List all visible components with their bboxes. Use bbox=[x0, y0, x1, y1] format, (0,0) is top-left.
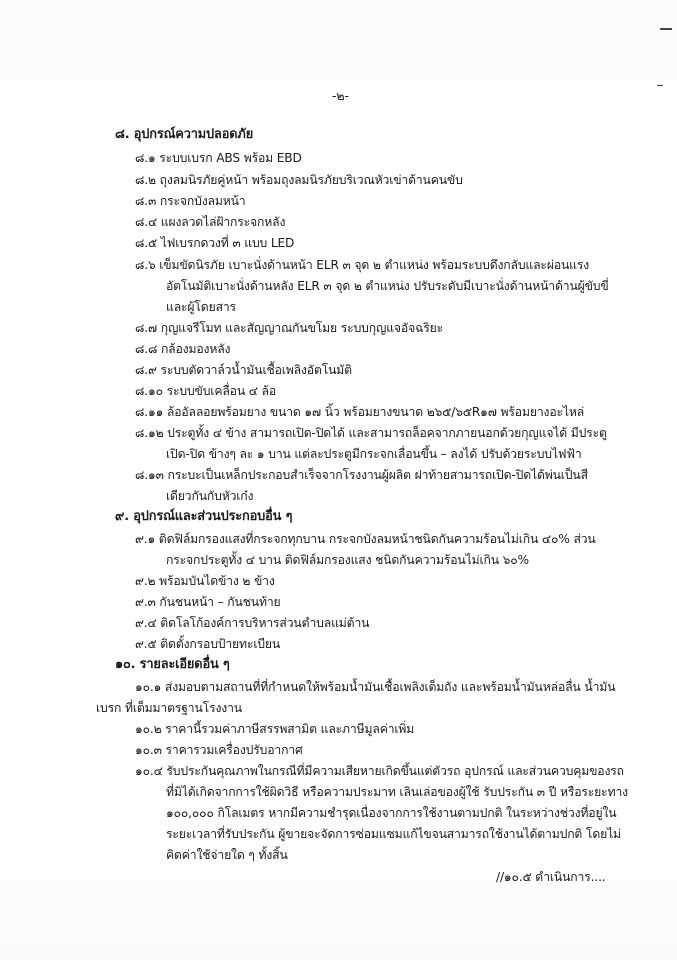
item-10-4-cont-1: ที่มิได้เกิดจากการใช้ผิดวิธี หรือความประมาท เลินเล่อของผู้ใช้ รับประกัน ๓ ปี หรือระยะทาง bbox=[166, 785, 628, 799]
section-9-heading: ๙. อุปกรณ์และส่วนประกอบอื่น ๆ bbox=[115, 509, 293, 524]
item-8-12: ๘.๑๒ ประตูทั้ง ๔ ข้าง สามารถเปิด-ปิดได้ และสามารถล็อคจากภายนอกด้วยกุญแจได้ มีประตู bbox=[135, 426, 607, 440]
item-8-8: ๘.๘ กล้องมองหลัง bbox=[135, 342, 231, 356]
item-10-4-cont-3: ระยะเวลาที่รับประกัน ผู้ขายจะจัดการซ่อมแซมแก้ไขจนสามารถใช้งานได้ตามปกติ โดยไม่ bbox=[166, 827, 621, 841]
item-9-4: ๙.๔ ติดโลโก้องค์การบริหารส่วนตำบลแม่ต้าน bbox=[135, 616, 370, 630]
item-8-7: ๘.๗ กุญแจรีโมท และสัญญาณกันขโมย ระบบกุญแจอัจฉริยะ bbox=[135, 321, 443, 335]
item-8-9: ๘.๙ ระบบตัดวาล์วน้ำมันเชื้อเพลิงอัตโนมัติ bbox=[135, 363, 352, 377]
item-8-6-cont-2: และผู้โดยสาร bbox=[166, 300, 236, 314]
item-8-6-cont-1: อัตโนมัติเบาะนั่งด้านหลัง ELR ๓ จุด ๒ ตำแหน่ง ปรับระดับมีเบาะนั่งด้านหน้าด้านผู้ขับขี่ bbox=[166, 279, 609, 293]
item-8-2: ๘.๒ ถุงลมนิรภัยคู่หน้า พร้อมถุงลมนิรภัยบริเวณหัวเข่าด้านคนขับ bbox=[135, 173, 463, 187]
item-10-1: ๑๐.๑ ส่งมอบตามสถานที่ที่กำหนดให้พร้อมน้ำมันเชื้อเพลิงเต็มถัง และพร้อมน้ำมันหล่อลื่น น้ำมัน bbox=[135, 680, 616, 694]
item-9-1: ๙.๑ ติดฟิล์มกรองแสงที่กระจกทุกบาน กระจกบังลมหน้าชนิดกันความร้อนไม่เกิน ๔๐% ส่วน bbox=[135, 532, 596, 546]
item-9-5: ๙.๕ ติดตั้งกรอบป้ายทะเบียน bbox=[135, 637, 281, 651]
item-10-4-cont-2: ๑๐๐,๐๐๐ กิโลเมตร หากมีความชำรุดเนื่องจากการใช้งานตามปกติ ในระหว่างช่วงที่อยู่ใน bbox=[166, 806, 617, 820]
item-9-3: ๙.๓ กันชนหน้า – กันชนท้าย bbox=[135, 595, 281, 609]
item-8-13-cont: เดียวกันกับหัวเก๋ง bbox=[166, 489, 254, 503]
scan-edge-mark bbox=[657, 85, 663, 86]
item-8-5: ๘.๕ ไฟเบรกดวงที่ ๓ แบบ LED bbox=[135, 236, 295, 250]
page-number: -๒- bbox=[332, 88, 349, 103]
item-10-4: ๑๐.๔ รับประกันคุณภาพในกรณีที่มีความเสียหายเกิดขึ้นแต่ตัวรถ อุปกรณ์ และส่วนควบคุมของรถ bbox=[135, 764, 624, 778]
item-8-11: ๘.๑๑ ล้ออัลลอยพร้อมยาง ขนาด ๑๗ นิ้ว พร้อมยางขนาด ๒๖๕/๖๕R๑๗ พร้อมยางอะไหล่ bbox=[135, 405, 585, 419]
item-10-1-cont: เบรก ที่เต็มมาตรฐานโรงงาน bbox=[96, 701, 242, 715]
item-10-2: ๑๐.๒ ราคานี้รวมค่าภาษีสรรพสามิต และภาษีมูลค่าเพิ่ม bbox=[135, 722, 415, 736]
item-9-1-cont: กระจกประตูทั้ง ๔ บาน ติดฟิล์มกรองแสง ชนิดกันความร้อนไม่เกิน ๖๐% bbox=[166, 553, 529, 567]
scan-edge-mark bbox=[660, 28, 672, 30]
item-8-4: ๘.๔ แผงลวดไล่ฝ้ากระจกหลัง bbox=[135, 215, 286, 229]
item-8-13: ๘.๑๓ กระบะเป็นเหล็กประกอบสำเร็จจากโรงงานผู้ผลิต ฝาท้ายสามารถเปิด-ปิดได้พ่นเป็นสี bbox=[135, 468, 588, 482]
item-8-10: ๘.๑๐ ระบบขับเคลื่อน ๔ ล้อ bbox=[135, 384, 277, 398]
continuation-note: //๑๐.๕ ดำเนินการ.... bbox=[496, 870, 606, 884]
item-9-2: ๙.๒ พร้อมบันไดข้าง ๒ ข้าง bbox=[135, 574, 275, 588]
item-8-1: ๘.๑ ระบบเบรก ABS พร้อม EBD bbox=[135, 151, 302, 165]
item-8-12-cont: เปิด-ปิด ข้างๆ ละ ๑ บาน แต่ละประตูมีกระจกเลื่อนขึ้น – ลงได้ ปรับด้วยระบบไฟฟ้า bbox=[166, 447, 582, 461]
item-10-3: ๑๐.๓ ราคารวมเครื่องปรับอากาศ bbox=[135, 743, 303, 757]
item-10-4-cont-4: คิดค่าใช้จ่ายใด ๆ ทั้งสิ้น bbox=[166, 848, 288, 862]
section-8-heading: ๘. อุปกรณ์ความปลอดภัย bbox=[115, 127, 254, 142]
item-8-6: ๘.๖ เข็มขัดนิรภัย เบาะนั่งด้านหน้า ELR ๓ จุด ๒ ตำแหน่ง พร้อมระบบดึงกลับและผ่อนแรง bbox=[135, 258, 590, 272]
item-8-3: ๘.๓ กระจกบังลมหน้า bbox=[135, 194, 246, 208]
section-10-heading: ๑๐. รายละเอียดอื่น ๆ bbox=[115, 657, 230, 672]
